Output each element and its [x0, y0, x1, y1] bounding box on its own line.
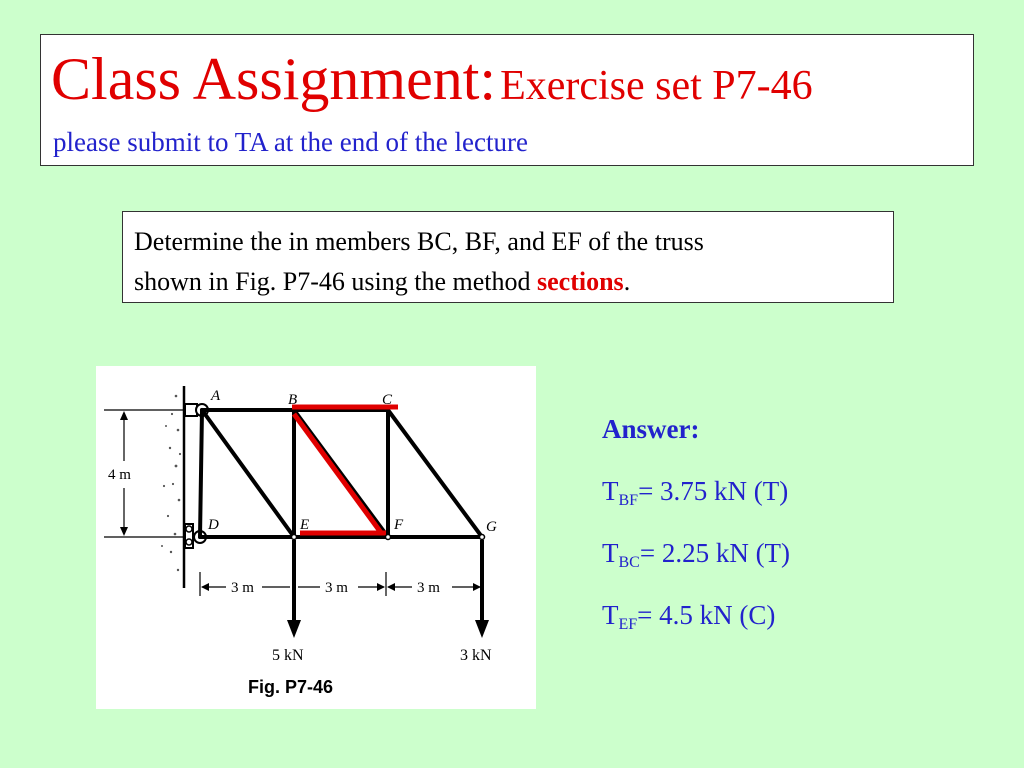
wall-hatching	[161, 395, 181, 572]
problem-line-2-end: .	[623, 267, 631, 296]
node-label-b: B	[288, 392, 298, 408]
node-label-c: C	[382, 392, 393, 408]
answer-ef	[602, 600, 775, 634]
truss-members	[200, 410, 482, 537]
problem-statement	[122, 211, 894, 303]
truss-diagram	[96, 366, 536, 709]
dim-arrow-down	[120, 527, 128, 536]
answer-ef-value: = 4.5 kN (C)	[637, 600, 776, 630]
node-label-f: F	[394, 517, 404, 533]
answer-bc	[602, 538, 790, 572]
node-label-a: A	[211, 388, 221, 404]
member-ad	[200, 410, 202, 537]
dim-arrow-up	[120, 411, 128, 420]
problem-line-2-text: shown in Fig. P7-46 using the method	[134, 267, 538, 296]
title-main: Class Assignment:	[51, 46, 497, 112]
highlight-bf	[294, 414, 382, 534]
title-box	[40, 34, 974, 166]
problem-highlight-word: sections	[537, 267, 624, 296]
answer-bc-t: T	[602, 538, 619, 568]
load-arrow-g-head	[475, 620, 489, 638]
problem-line-2	[134, 262, 883, 302]
load-label-e: 5 kN	[272, 647, 304, 664]
joint-f	[386, 535, 391, 540]
answer-bf-t: T	[602, 476, 619, 506]
answer-bf	[602, 476, 788, 510]
span-label-1: 3 m	[231, 580, 254, 596]
answer-ef-sub: EF	[618, 616, 638, 633]
span-label-3: 3 m	[417, 580, 440, 596]
load-arrow-e-head	[287, 620, 301, 638]
answer-bc-value: = 2.25 kN (T)	[639, 538, 791, 568]
roller-d-1	[186, 526, 192, 532]
answer-bf-sub: BF	[618, 492, 639, 509]
figure-caption: Fig. P7-46	[248, 677, 334, 697]
answer-bc-sub: BC	[618, 554, 640, 571]
title-line	[51, 45, 813, 114]
node-label-e: E	[300, 517, 310, 533]
answer-ef-t: T	[602, 600, 619, 630]
joint-g	[480, 535, 485, 540]
title-sub: Exercise set P7-46	[500, 63, 813, 109]
node-label-g: G	[486, 519, 497, 535]
span-label-2: 3 m	[325, 580, 348, 596]
truss-figure	[96, 366, 536, 709]
problem-line-1: Determine the in members BC, BF, and EF of the truss	[134, 227, 704, 256]
joint-e	[292, 535, 297, 540]
title-note: please submit to TA at the end of the lecture	[53, 127, 528, 157]
load-label-g: 3 kN	[460, 647, 492, 664]
height-dim-label: 4 m	[108, 467, 131, 483]
answer-bf-value: = 3.75 kN (T)	[638, 476, 789, 506]
answer-heading: Answer:	[602, 414, 700, 444]
roller-d-2	[186, 539, 192, 545]
node-label-d: D	[208, 517, 219, 533]
